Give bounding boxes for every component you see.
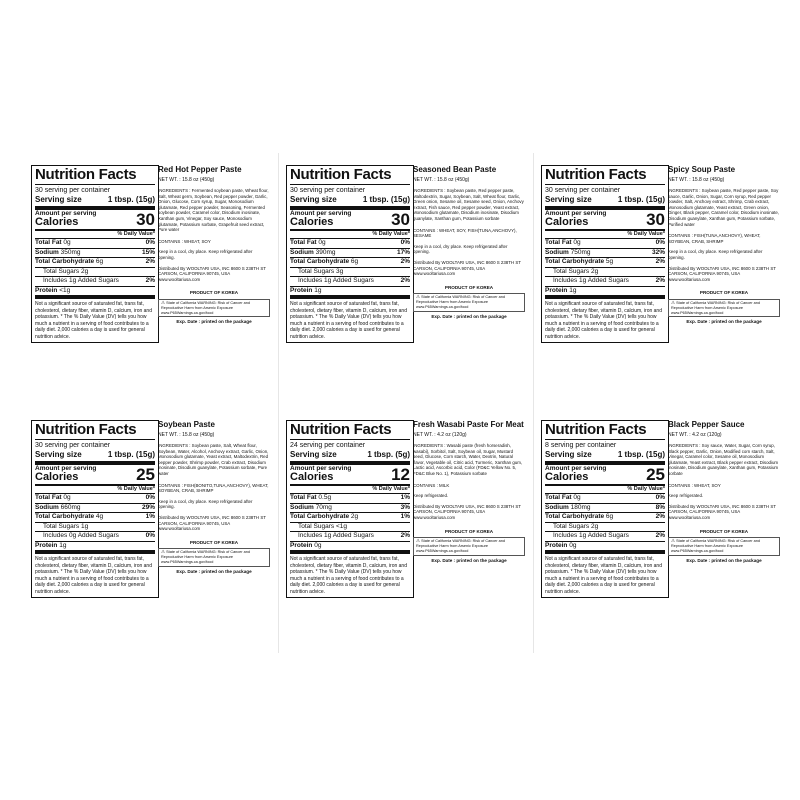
product-of-korea: PRODUCT OF KOREA xyxy=(699,528,749,534)
protein-row xyxy=(290,542,410,555)
total-fat-label: Total Fat xyxy=(35,239,62,246)
nutrition-facts-title: Nutrition Facts xyxy=(545,422,665,440)
total-fat-row xyxy=(35,239,155,249)
net-weight-label: NET WT. : xyxy=(668,432,691,438)
calories-value: 30 xyxy=(646,210,665,229)
ingredients-text: INGREDIENTS : Fermented soybean paste, Wheat flour, Salt, Wheat germ, Soybean, Red pepper powder, Garlic, Onion, Glucose, Corn syrup, Sugar, Monosodium glutamate, Red pepper powder, Seasoning, Fermented soybean powder, Caramel color, Disodium inosinate, Xanthan gum, Vinegar, Soy sauce, Monosodium glutamate, Potassium sorbate, Grapefruit seed extract, Pure water xyxy=(158,188,269,233)
product-of-korea: PRODUCT OF KOREA xyxy=(444,284,494,290)
allergen-contains: CONTAINS : FISH(TUNA,ANCHOVY), WHEAT, SOYBEAN, CRAB, SHRIMP xyxy=(668,233,761,244)
net-weight xyxy=(158,432,270,438)
carbohydrate-row xyxy=(290,513,410,523)
allergen-contains: CONTAINS : FISH(BONITO,TUNA,ANCHOVY), WHEAT, SOYBEAN, CRAB, SHRIMP xyxy=(158,482,269,494)
total-fat-row xyxy=(290,494,410,504)
nutrition-footnote: Not a significant source of saturated fat, trans fat, cholesterol, dietary fiber, vitamin D, calcium, iron and potassium. * The % Daily Value (DV) tells you how much a nutrient in a serving of food contributes to a daily diet. 2,000 calories a day is used for general nutrition advice. xyxy=(35,556,152,595)
product-panel-fresh-wasabi-paste xyxy=(281,408,529,653)
sodium-label: Sodium xyxy=(545,248,569,256)
total-sugars-label: Total Sugars xyxy=(43,267,80,275)
prop65-warning-box xyxy=(158,548,270,566)
total-fat-row xyxy=(545,239,665,249)
carbohydrate-label: Total Carbohydrate xyxy=(545,258,605,265)
amount-per-serving-label: Amount per serving xyxy=(35,210,97,217)
total-sugars-row xyxy=(545,523,665,533)
ingredients-text: INGREDIENTS : Soybean paste, Salt, Wheat flour, Soybean, Water, Alcohol, Anchovy extract, Garlic, Onion, Monosodium glutamate, Yeast extract, Maltodextrin, Red pepper powder, Shrimp powder, Crab extract, Disodium inosinate, Disodium guanylate, Potassium sorbate, Pure water xyxy=(158,443,269,476)
ingredients-text: INGREDIENTS : Soybean paste, Red pepper paste, Maltodextrin, Sugar, Soybean, Salt, Wheat flour, Garlic, Green onion, Sesame oil, Sesame seed, Onion, Anchovy extract, Fish sauce, Red pepper powder, Yeast extract, Monosodium glutamate, Disodium inosinate, Disodium guanylate, Xanthan gum, Potassium sorbate xyxy=(413,188,524,221)
total-fat-amount: 0g xyxy=(63,239,71,246)
calories-label: Calories xyxy=(35,216,79,228)
amount-per-serving-label: Amount per serving xyxy=(545,465,607,472)
sodium-dv: 17% xyxy=(396,248,410,256)
added-sugars-label: Includes 1g Added Sugars xyxy=(43,277,119,284)
added-sugars-dv: 2% xyxy=(145,277,155,284)
serving-size-value: 1 tbsp. (15g) xyxy=(107,450,155,459)
distributor-info: Distributed By WOOLTARI USA, INC 8600 S 238TH ST CARSON, CALIFORNIA 90745, USA www.wooltariusa.com xyxy=(668,503,776,520)
expiration-date-note: Exp. Date : printed on the package xyxy=(431,557,507,563)
carbohydrate-row xyxy=(545,258,665,268)
added-sugars-row xyxy=(290,532,410,542)
product-info xyxy=(413,420,525,563)
expiration-date-note: Exp. Date : printed on the package xyxy=(431,313,507,319)
added-sugars-label: Includes 1g Added Sugars xyxy=(298,277,374,284)
total-fat-label: Total Fat xyxy=(545,494,572,501)
daily-value-header: % Daily Value* xyxy=(545,486,665,494)
calories-value: 25 xyxy=(646,465,665,484)
total-fat-amount: 0g xyxy=(573,494,581,501)
product-name: Seasoned Bean Paste xyxy=(413,165,497,174)
serving-size-row xyxy=(545,195,665,210)
total-fat-amount: 0g xyxy=(573,239,581,246)
panel-fold-divider xyxy=(533,153,534,653)
serving-size-value: 1 tbsp. (15g) xyxy=(362,195,410,204)
sodium-amount: 390mg xyxy=(315,248,336,256)
prop65-warning-box xyxy=(413,537,525,555)
sodium-row xyxy=(290,504,410,514)
product-of-korea: PRODUCT OF KOREA xyxy=(189,539,239,545)
calories-row xyxy=(545,465,665,486)
total-fat-amount: 0.5g xyxy=(318,494,332,501)
product-of-korea: PRODUCT OF KOREA xyxy=(444,528,494,534)
protein-label: Protein xyxy=(545,541,568,549)
servings-per-container: 30 serving per container xyxy=(290,187,366,194)
prop65-warning-text: State of California WARNING: Risk of Cancer and Reproductive Harm from Arsenic Exposure www.P65Warnings.ca.gov/food xyxy=(416,295,505,309)
product-of-korea: PRODUCT OF KOREA xyxy=(189,290,239,296)
prop65-warning-box xyxy=(158,299,270,317)
serving-size-label: Serving size xyxy=(290,450,337,459)
calories-value: 25 xyxy=(136,465,155,484)
protein-label: Protein xyxy=(35,286,58,294)
distributor-info: Distributed By WOOLTARI USA, INC 8600 S 238TH ST CARSON, CALIFORNIA 90745, USA www.wooltariusa.com xyxy=(158,265,266,282)
prop65-warning-box xyxy=(413,293,525,311)
sodium-dv: 3% xyxy=(400,503,410,511)
added-sugars-dv: 2% xyxy=(400,277,410,284)
carbohydrate-dv: 2% xyxy=(145,258,155,265)
carbohydrate-amount: 5g xyxy=(605,258,614,265)
added-sugars-dv: 2% xyxy=(655,277,665,284)
total-fat-dv: 0% xyxy=(145,494,155,501)
distributor-info: Distributed By WOOLTARI USA, INC 8600 S 238TH ST CARSON, CALIFORNIA 90745, USA www.wooltariusa.com xyxy=(413,503,521,520)
product-panel-spicy-soup-paste xyxy=(536,153,784,398)
nutrition-footnote: Not a significant source of saturated fat, trans fat, cholesterol, dietary fiber, vitamin D, calcium, iron and potassium. * The % Daily Value (DV) tells you how much a nutrient in a serving of food contributes to a daily diet. 2,000 calories a day is used for general nutrition advice. xyxy=(545,301,662,340)
sodium-label: Sodium xyxy=(35,248,59,256)
daily-value-header: % Daily Value* xyxy=(290,231,410,239)
serving-size-row xyxy=(35,450,155,465)
nutrition-facts-box xyxy=(286,165,414,343)
product-name: Red Hot Pepper Paste xyxy=(158,165,242,174)
total-sugars-row xyxy=(35,268,155,278)
added-sugars-row xyxy=(290,277,410,287)
product-panel-soybean-paste xyxy=(26,408,274,653)
carbohydrate-amount: 6g xyxy=(605,513,614,520)
serving-size-label: Serving size xyxy=(35,195,82,204)
sodium-amount: 750mg xyxy=(570,248,591,256)
total-sugars-label: Total Sugars xyxy=(553,522,590,530)
prop65-warning-text: State of California WARNING: Risk of Cancer and Reproductive Harm from Arsenic Exposure www.P65Warnings.ca.gov/food xyxy=(161,300,250,315)
total-sugars-amount: 1g xyxy=(80,522,89,530)
product-info xyxy=(668,165,780,325)
sodium-dv: 32% xyxy=(651,248,665,256)
ingredients-text: INGREDIENTS : Soybean paste, Red pepper paste, Soy sauce, Garlic, Onion, Sugar, Corn syrup, Red pepper powder, Salt, Anchovy extract, Shrimp, Crab extract, Monosodium glutamate, Yeast extract, Green onion, Ginger, Black pepper, Caramel color, Disodium inosinate, Disodium guanylate, Xanthan gum, Potassium sorbate, Purified water xyxy=(668,188,780,227)
total-sugars-amount: 2g xyxy=(80,267,89,275)
warning-triangle-icon: ⚠ xyxy=(416,538,421,544)
added-sugars-dv: 2% xyxy=(400,532,410,539)
protein-amount: 0g xyxy=(314,541,322,549)
calories-label: Calories xyxy=(545,471,589,483)
protein-amount: 1g xyxy=(569,286,577,294)
sodium-row xyxy=(290,249,410,259)
added-sugars-row xyxy=(35,532,155,542)
total-sugars-row xyxy=(545,268,665,278)
added-sugars-row xyxy=(545,532,665,542)
total-fat-row xyxy=(290,239,410,249)
servings-per-container: 30 serving per container xyxy=(545,187,621,194)
net-weight xyxy=(413,432,525,438)
servings-per-container: 30 serving per container xyxy=(35,187,111,194)
serving-size-row xyxy=(290,450,410,465)
serving-size-row xyxy=(35,195,155,210)
nutrition-facts-box xyxy=(541,165,669,343)
net-weight xyxy=(413,177,525,183)
total-fat-dv: 0% xyxy=(655,239,665,246)
total-sugars-amount: 2g xyxy=(590,522,599,530)
ingredients-text: INGREDIENTS : Soy sauce, Water, Sugar, Corn syrup, Black pepper, Garlic, Onion, Modified corn starch, Salt, Vinegar, Caramel color, Sesame oil, Monosodium glutamate, Yeast extract, Black pepper extract, Disodium inosinate, Disodium guanylate, Xanthan gum, Potassium sorbate xyxy=(668,443,779,476)
storage-instructions: Keep refrigerated. xyxy=(413,493,449,499)
nutrition-footnote: Not a significant source of saturated fat, trans fat, cholesterol, dietary fiber, vitamin D, calcium, iron and potassium. * The % Daily Value (DV) tells you how much a nutrient in a serving of food contributes to a daily diet. 2,000 calories a day is used for general nutrition advice. xyxy=(290,301,407,340)
added-sugars-label: Includes 1g Added Sugars xyxy=(553,277,629,284)
sodium-row xyxy=(545,504,665,514)
sodium-row xyxy=(35,249,155,259)
prop65-warning-box xyxy=(668,299,780,317)
sodium-dv: 8% xyxy=(655,503,665,511)
carbohydrate-amount: 6g xyxy=(95,258,104,265)
total-fat-row xyxy=(35,494,155,504)
calories-value: 30 xyxy=(391,210,410,229)
daily-value-header: % Daily Value* xyxy=(35,486,155,494)
serving-size-label: Serving size xyxy=(545,450,592,459)
total-sugars-amount: <1g xyxy=(335,522,347,530)
net-weight-value: 15.8 oz (450g) xyxy=(437,177,470,183)
net-weight-label: NET WT. : xyxy=(158,432,181,438)
protein-amount: 1g xyxy=(314,286,322,294)
total-fat-label: Total Fat xyxy=(290,494,317,501)
protein-amount: 0g xyxy=(569,541,577,549)
total-fat-dv: 0% xyxy=(400,239,410,246)
carbohydrate-row xyxy=(290,258,410,268)
serving-size-label: Serving size xyxy=(35,450,82,459)
warning-triangle-icon: ⚠ xyxy=(161,299,166,305)
calories-row xyxy=(290,465,410,486)
added-sugars-row xyxy=(545,277,665,287)
panel-fold-divider xyxy=(278,153,279,653)
added-sugars-dv: 2% xyxy=(655,532,665,539)
carbohydrate-label: Total Carbohydrate xyxy=(290,258,350,265)
total-fat-label: Total Fat xyxy=(545,239,572,246)
carbohydrate-dv: 2% xyxy=(655,513,665,520)
product-panel-seasoned-bean-paste xyxy=(281,153,529,398)
total-fat-label: Total Fat xyxy=(290,239,317,246)
allergen-contains: CONTAINS : WHEAT, SOY, FISH(TUNA,ANCHOVY), SESAME xyxy=(413,227,517,239)
product-panel-red-hot-pepper-paste xyxy=(26,153,274,398)
nutrition-footnote: Not a significant source of saturated fat, trans fat, cholesterol, dietary fiber, vitamin D, calcium, iron and potassium. * The % Daily Value (DV) tells you how much a nutrient in a serving of food contributes to a daily diet. 2,000 calories a day is used for general nutrition advice. xyxy=(290,556,407,595)
added-sugars-label: Includes 0g Added Sugars xyxy=(43,532,119,539)
sodium-row xyxy=(545,249,665,259)
ingredients-text: INGREDIENTS : Wasabi paste (fresh horseradish, wasabi), Sorbitol, Salt, Soybean oil, Sugar, Mustard seed, Glucose, Corn starch, Water, Dextrin, Natural flavor, Vegetable oil, Citric acid, Turmeric, Xanthan gum, Lactic acid, Ascorbic acid, Color (FD&C Yellow No. 5, FD&C Blue No. 1), Potassium sorbate xyxy=(413,443,523,476)
sodium-label: Sodium xyxy=(290,248,314,256)
calories-row xyxy=(545,210,665,231)
nutrition-facts-title: Nutrition Facts xyxy=(35,167,155,185)
expiration-date-note: Exp. Date : printed on the package xyxy=(686,557,762,563)
serving-size-row xyxy=(545,450,665,465)
nutrition-facts-box xyxy=(31,420,159,598)
total-fat-amount: 0g xyxy=(318,239,326,246)
storage-instructions: Keep in a cool, dry place. Keep refrigerated after opening. xyxy=(668,249,763,260)
total-fat-amount: 0g xyxy=(63,494,71,501)
expiration-date-note: Exp. Date : printed on the package xyxy=(176,568,252,574)
warning-triangle-icon: ⚠ xyxy=(161,549,166,555)
servings-per-container: 30 serving per container xyxy=(35,442,111,449)
nutrition-facts-box xyxy=(286,420,414,598)
distributor-info: Distributed By WOOLTARI USA, INC 8600 S 238TH ST CARSON, CALIFORNIA 90745, USA www.wooltariusa.com xyxy=(668,265,776,282)
distributor-info: Distributed By WOOLTARI USA, INC 8600 S 238TH ST CARSON, CALIFORNIA 90745, USA www.wooltariusa.com xyxy=(413,259,521,277)
net-weight-value: 15.8 oz (450g) xyxy=(692,177,725,183)
total-fat-dv: 0% xyxy=(145,239,155,246)
serving-size-value: 1 tbsp. (5g) xyxy=(367,450,410,459)
calories-label: Calories xyxy=(545,216,589,228)
carbohydrate-row xyxy=(35,258,155,268)
carbohydrate-dv: 2% xyxy=(655,258,665,265)
storage-instructions: Keep in a cool, dry place. Keep refrigerated after opening. xyxy=(413,243,508,255)
product-info xyxy=(668,420,780,563)
calories-value: 12 xyxy=(391,465,410,484)
total-fat-dv: 0% xyxy=(655,494,665,501)
product-name: Black Pepper Sauce xyxy=(668,420,745,429)
carbohydrate-dv: 1% xyxy=(145,513,155,520)
amount-per-serving-label: Amount per serving xyxy=(290,465,352,472)
total-sugars-label: Total Sugars xyxy=(553,267,590,275)
sodium-amount: 350mg xyxy=(60,248,81,256)
added-sugars-dv: 0% xyxy=(145,532,155,539)
protein-row xyxy=(290,287,410,300)
net-weight-value: 15.8 oz (450g) xyxy=(182,432,215,438)
product-info xyxy=(158,420,270,574)
carbohydrate-label: Total Carbohydrate xyxy=(35,513,95,520)
expiration-date-note: Exp. Date : printed on the package xyxy=(176,319,252,325)
amount-per-serving-label: Amount per serving xyxy=(290,210,352,217)
protein-label: Protein xyxy=(35,541,58,549)
added-sugars-row xyxy=(35,277,155,287)
calories-label: Calories xyxy=(290,471,334,483)
prop65-warning-box xyxy=(668,537,780,555)
net-weight xyxy=(668,432,780,438)
calories-row xyxy=(290,210,410,231)
storage-instructions: Keep in a cool, dry place. Keep refrigerated after opening. xyxy=(158,498,253,510)
storage-instructions: Keep in a cool, dry place. Keep refrigerated after opening. xyxy=(158,249,253,260)
carbohydrate-row xyxy=(545,513,665,523)
sodium-amount: 660mg xyxy=(60,503,81,511)
prop65-warning-text: State of California WARNING: Risk of Cancer and Reproductive Harm from Arsenic Exposure www.P65Warnings.ca.gov/food xyxy=(671,539,760,553)
serving-size-value: 1 tbsp. (15g) xyxy=(107,195,155,204)
nutrition-facts-title: Nutrition Facts xyxy=(545,167,665,185)
calories-row xyxy=(35,210,155,231)
carbohydrate-dv: 1% xyxy=(400,513,410,520)
prop65-warning-text: State of California WARNING: Risk of Cancer and Reproductive Harm from Arsenic Exposure www.P65Warnings.ca.gov/food xyxy=(161,550,250,564)
carbohydrate-amount: 4g xyxy=(95,513,104,520)
protein-label: Protein xyxy=(290,286,313,294)
net-weight-label: NET WT. : xyxy=(668,177,691,183)
servings-per-container: 8 serving per container xyxy=(545,442,617,449)
total-sugars-label: Total Sugars xyxy=(43,522,80,530)
net-weight xyxy=(158,177,270,183)
added-sugars-label: Includes 1g Added Sugars xyxy=(298,532,374,539)
total-sugars-row xyxy=(290,268,410,278)
protein-row xyxy=(545,542,665,555)
expiration-date-note: Exp. Date : printed on the package xyxy=(686,319,762,325)
label-sheet xyxy=(26,153,794,653)
carbohydrate-amount: 6g xyxy=(350,258,359,265)
protein-row xyxy=(35,287,155,300)
sodium-row xyxy=(35,504,155,514)
product-name: Soybean Paste xyxy=(158,420,215,429)
nutrition-footnote: Not a significant source of saturated fat, trans fat, cholesterol, dietary fiber, vitamin D, calcium, iron and potassium. * The % Daily Value (DV) tells you how much a nutrient in a serving of food contributes to a daily diet. 2,000 calories a day is used for general nutrition advice. xyxy=(35,301,152,340)
total-sugars-amount: 2g xyxy=(590,267,599,275)
total-sugars-label: Total Sugars xyxy=(298,522,335,530)
net-weight-value: 4.2 oz (120g) xyxy=(437,432,467,438)
protein-row xyxy=(35,542,155,555)
allergen-contains: CONTAINS : MILK xyxy=(413,482,450,488)
net-weight-label: NET WT. : xyxy=(413,432,436,438)
carbohydrate-label: Total Carbohydrate xyxy=(290,513,350,520)
protein-label: Protein xyxy=(290,541,313,549)
protein-row xyxy=(545,287,665,300)
product-panel-black-pepper-sauce xyxy=(536,408,784,653)
prop65-warning-text: State of California WARNING: Risk of Cancer and Reproductive Harm from Arsenic Exposure www.P65Warnings.ca.gov/food xyxy=(416,539,505,553)
nutrition-facts-box xyxy=(541,420,669,598)
amount-per-serving-label: Amount per serving xyxy=(35,465,97,472)
nutrition-facts-box xyxy=(31,165,159,343)
total-sugars-row xyxy=(35,523,155,533)
sodium-dv: 15% xyxy=(141,248,155,256)
carbohydrate-dv: 2% xyxy=(400,258,410,265)
net-weight-value: 4.2 oz (120g) xyxy=(692,432,722,438)
calories-label: Calories xyxy=(290,216,334,228)
serving-size-value: 1 tbsp. (15g) xyxy=(617,195,665,204)
nutrition-facts-title: Nutrition Facts xyxy=(35,422,155,440)
sodium-label: Sodium xyxy=(545,503,569,511)
protein-amount: 1g xyxy=(59,541,67,549)
daily-value-header: % Daily Value* xyxy=(545,231,665,239)
total-fat-label: Total Fat xyxy=(35,494,62,501)
product-of-korea: PRODUCT OF KOREA xyxy=(699,290,749,296)
carbohydrate-label: Total Carbohydrate xyxy=(545,513,605,520)
carbohydrate-amount: 2g xyxy=(350,513,359,520)
allergen-contains: CONTAINS : WHEAT, SOY xyxy=(668,482,721,488)
total-fat-dv: 1% xyxy=(400,494,410,501)
net-weight-value: 15.8 oz (450g) xyxy=(182,177,215,183)
protein-label: Protein xyxy=(545,286,568,294)
servings-per-container: 24 serving per container xyxy=(290,442,366,449)
sodium-label: Sodium xyxy=(35,503,59,511)
total-sugars-amount: 3g xyxy=(335,267,344,275)
total-sugars-label: Total Sugars xyxy=(298,267,335,275)
prop65-warning-text: State of California WARNING: Risk of Cancer and Reproductive Harm from Arsenic Exposure www.P65Warnings.ca.gov/food xyxy=(671,300,760,315)
sodium-amount: 70mg xyxy=(315,503,332,511)
calories-label: Calories xyxy=(35,471,79,483)
daily-value-header: % Daily Value* xyxy=(290,486,410,494)
distributor-info: Distributed By WOOLTARI USA, INC 8600 S 238TH ST CARSON, CALIFORNIA 90745, USA www.wooltariusa.com xyxy=(158,514,266,532)
product-name: Fresh Wasabi Paste For Meat xyxy=(413,420,524,429)
warning-triangle-icon: ⚠ xyxy=(416,294,421,300)
calories-row xyxy=(35,465,155,486)
product-name: Spicy Soup Paste xyxy=(668,165,736,174)
warning-triangle-icon: ⚠ xyxy=(671,538,676,544)
nutrition-facts-title: Nutrition Facts xyxy=(290,167,410,185)
nutrition-facts-title: Nutrition Facts xyxy=(290,422,410,440)
product-info xyxy=(413,165,525,319)
carbohydrate-label: Total Carbohydrate xyxy=(35,258,95,265)
storage-instructions: Keep refrigerated. xyxy=(668,493,704,499)
sodium-label: Sodium xyxy=(290,503,314,511)
product-info xyxy=(158,165,270,325)
sodium-dv: 29% xyxy=(141,503,155,511)
carbohydrate-row xyxy=(35,513,155,523)
serving-size-label: Serving size xyxy=(545,195,592,204)
warning-triangle-icon: ⚠ xyxy=(671,299,676,305)
net-weight xyxy=(668,177,780,183)
nutrition-footnote: Not a significant source of saturated fat, trans fat, cholesterol, dietary fiber, vitamin D, calcium, iron and potassium. * The % Daily Value (DV) tells you how much a nutrient in a serving of food contributes to a daily diet. 2,000 calories a day is used for general nutrition advice. xyxy=(545,556,662,595)
net-weight-label: NET WT. : xyxy=(158,177,181,183)
added-sugars-label: Includes 1g Added Sugars xyxy=(553,532,629,539)
total-fat-row xyxy=(545,494,665,504)
total-sugars-row xyxy=(290,523,410,533)
serving-size-value: 1 tbsp. (15g) xyxy=(617,450,665,459)
net-weight-label: NET WT. : xyxy=(413,177,436,183)
calories-value: 30 xyxy=(136,210,155,229)
serving-size-label: Serving size xyxy=(290,195,337,204)
sodium-amount: 180mg xyxy=(570,503,591,511)
allergen-contains: CONTAINS : WHEAT, SOY xyxy=(158,238,211,244)
serving-size-row xyxy=(290,195,410,210)
amount-per-serving-label: Amount per serving xyxy=(545,210,607,217)
daily-value-header: % Daily Value* xyxy=(35,231,155,239)
protein-amount: <1g xyxy=(59,286,71,294)
